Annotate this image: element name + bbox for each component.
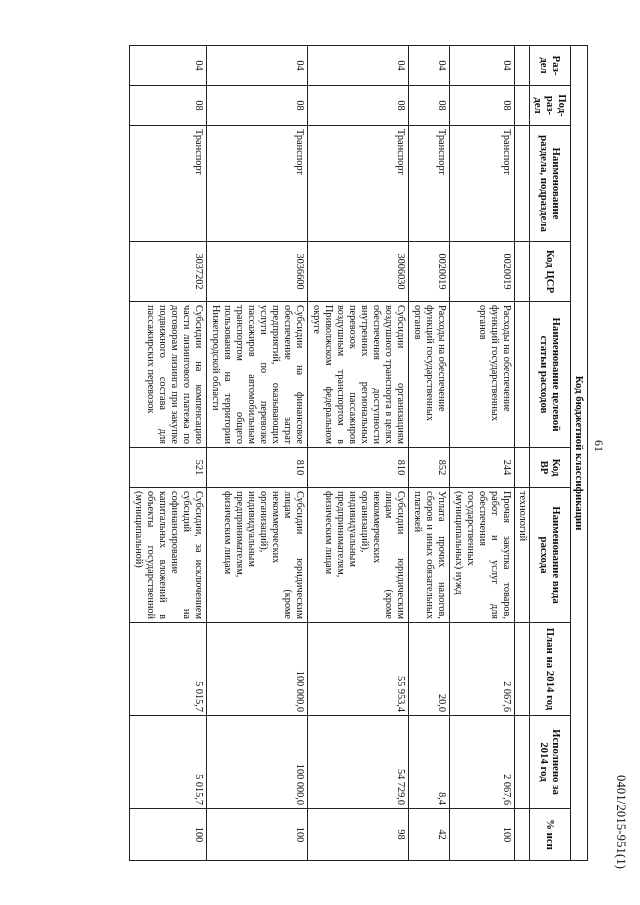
cell-plan: 100 000,0 xyxy=(207,623,308,716)
cell-plan: 5 015,7 xyxy=(130,623,207,716)
cell-razdel: 04 xyxy=(207,46,308,86)
cell-vr-code: 810 xyxy=(207,448,308,488)
col-plan: План на 2014 год xyxy=(530,623,571,716)
cell-percent: 100 xyxy=(450,809,515,861)
col-podrazdel: Под-раз-дел xyxy=(530,86,571,126)
cell-razdel: 04 xyxy=(308,46,409,86)
cell-razdel: 04 xyxy=(450,46,515,86)
cell-expense-type: Субсидии, за исключением субсидий на софинансирование капитальных вложений в объекты государственной (муниципальной) xyxy=(130,488,207,623)
cell-podrazdel: 08 xyxy=(207,86,308,126)
table-row xyxy=(130,46,207,861)
table-row xyxy=(207,46,308,861)
col-executed: Исполнено за 2014 год xyxy=(530,716,571,809)
cell-executed: 8,4 xyxy=(409,716,450,809)
cell-plan: 20,0 xyxy=(409,623,450,716)
cell-plan: 2 067,6 xyxy=(450,623,515,716)
cell-section-name: Транспорт xyxy=(409,126,450,242)
cell-vr-code: 244 xyxy=(450,448,515,488)
table-row xyxy=(515,46,530,861)
table-row xyxy=(308,46,409,861)
cell-expense-type: Субсидии юридическим лицам (кроме некоммерческих организаций), индивидуальным предпринимателям, физическим лицам xyxy=(308,488,409,623)
cell-podrazdel: 08 xyxy=(308,86,409,126)
cell-csr-code: 3006030 xyxy=(308,242,409,302)
table-row xyxy=(450,46,515,861)
col-target-name: Наименование целевой статьи расходов xyxy=(530,302,571,448)
cell-podrazdel: 08 xyxy=(130,86,207,126)
classification-header: Код бюджетной классификации xyxy=(571,46,588,861)
col-percent: % исп xyxy=(530,809,571,861)
cell-target-name: Расходы на обеспечение функций государственных органов xyxy=(409,302,450,448)
cell-vr-code: 852 xyxy=(409,448,450,488)
col-csr-code: Код ЦСР xyxy=(530,242,571,302)
cell-csr-code: 3036600 xyxy=(207,242,308,302)
cell-executed: 2 067,6 xyxy=(450,716,515,809)
cell-expense-type: Субсидии юридическим лицам (кроме некоммерческих организаций), индивидуальным предпринимателям, физическим лицам xyxy=(207,488,308,623)
cell-razdel: 04 xyxy=(409,46,450,86)
cell-csr-code: 0020019 xyxy=(450,242,515,302)
col-expense-type: Наименование вида расхода xyxy=(530,488,571,623)
budget-table xyxy=(129,45,588,861)
cell-expense-type: Уплата прочих налогов, сборов и иных обязательных платежей xyxy=(409,488,450,623)
cell-percent: 100 xyxy=(130,809,207,861)
cell-target-name: Субсидии на финансовое обеспечение затрат предприятий, оказывающих услуги по перевозке пассажиров автомобильным транспортом общего пользования на территории Нижегородской области xyxy=(207,302,308,448)
col-vr-code: Код ВР xyxy=(530,448,571,488)
cell-target-name: Субсидии организациям воздушного транспорта в целях обеспечения доступности внутренних региональных перевозок пассажиров воздушным транспортом в Приволжском федеральном округе xyxy=(308,302,409,448)
col-razdel: Раз-дел xyxy=(530,46,571,86)
cell-podrazdel: 08 xyxy=(409,86,450,126)
cell-plan: 55 953,4 xyxy=(308,623,409,716)
cell-vr-code: 810 xyxy=(308,448,409,488)
table-row xyxy=(409,46,450,861)
cell-section-name: Транспорт xyxy=(130,126,207,242)
cell-percent: 42 xyxy=(409,809,450,861)
cell-percent: 98 xyxy=(308,809,409,861)
document-code: 0401/2015-951(1) xyxy=(614,775,628,870)
cell-executed: 54 729,0 xyxy=(308,716,409,809)
cell-section-name: Транспорт xyxy=(450,126,515,242)
cell-section-name: Транспорт xyxy=(207,126,308,242)
cell-executed: 5 015,7 xyxy=(130,716,207,809)
cell-target-name: Расходы на обеспечение функций государственных органов xyxy=(450,302,515,448)
cell-podrazdel: 08 xyxy=(450,86,515,126)
cell-csr-code: 0020019 xyxy=(409,242,450,302)
cell-executed: 100 000,0 xyxy=(207,716,308,809)
col-section-name: Наименование раздела, подраздела xyxy=(530,126,571,242)
cell-section-name: Транспорт xyxy=(308,126,409,242)
cell-razdel: 04 xyxy=(130,46,207,86)
cell-target-name: Субсидии на компенсацию части лизингового платежа по договорам лизинга при закупке подвижного состава для пассажирских перевозок xyxy=(130,302,207,448)
cell-percent: 100 xyxy=(207,809,308,861)
cell-expense-type: Прочая закупка товаров, работ и услуг для обеспечения государственных (муниципальных) нужд xyxy=(450,488,515,623)
cell-csr-code: 3037202 xyxy=(130,242,207,302)
continuation-text: технологий xyxy=(515,488,530,623)
cell-vr-code: 521 xyxy=(130,448,207,488)
page-number: 61 xyxy=(592,440,606,452)
